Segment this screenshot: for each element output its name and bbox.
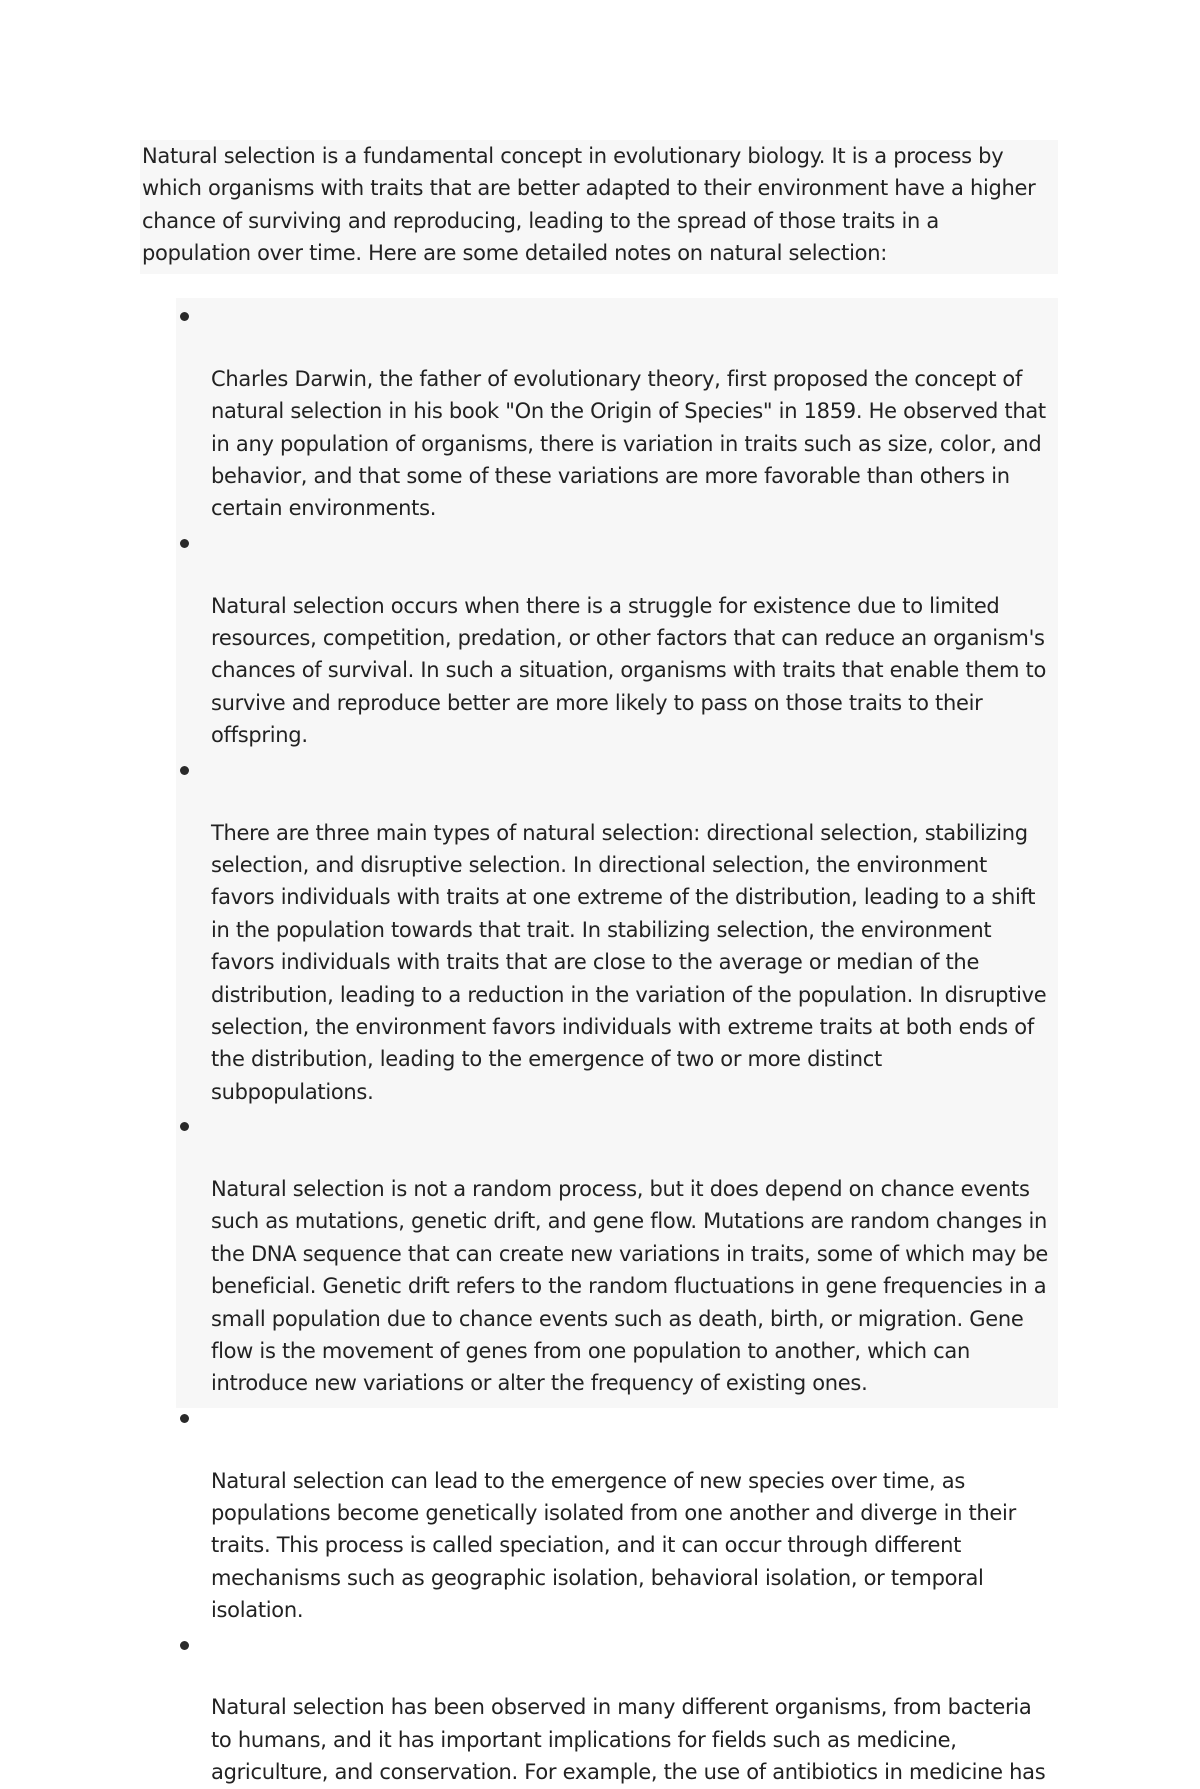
note-item-types [176,752,1058,1108]
note-text: Natural selection is not a random process, but it does depend on chance events such as mutations, genetic drift, and gene flow. Mutations are random changes in the DNA sequence that can create new variations in traits, some of which may be beneficial. Genetic drift refers to the random fluctuations in gene frequencies in a small population due to chance events such as death, birth, or migration. Gene flow is the movement of genes from one population to another, which can introduce new variations or alter the frequency of existing ones. [211,1176,1049,1396]
note-text: Natural selection occurs when there is a struggle for existence due to limited resources, competition, predation, or other factors that can reduce an organism's chances of survival. In such a situation, organisms with traits that enable them to survive and reproduce better are more likely to pass on those traits to their offspring. [211,593,1047,748]
note-item-chance [176,1108,1058,1400]
note-text: Charles Darwin, the father of evolutionary theory, first proposed the concept of natural selection in his book "On the Origin of Species" in 1859. He observed that in any population of organisms, there is variation in traits such as size, color, and behavior, and that some of these variations are more favorable than others in certain environments. [211,366,1046,521]
note-text: Natural selection can lead to the emergence of new species over time, as populations become genetically isolated from one another and diverge in their traits. This process is called speciation, and it can occur through different mechanisms such as geographic isolation, behavioral isolation, or temporal isolation. [211,1468,1016,1623]
intro-paragraph-block [140,140,1058,274]
notes-list [176,298,1058,1789]
note-item-darwin [176,298,1058,525]
intro-paragraph: Natural selection is a fundamental concept in evolutionary biology. It is a process by which organisms with traits that are better adapted to their environment have a higher chance of surviving and reproducing, leading to the spread of those traits in a population over time. Here are some detailed notes on natural selection: [142,144,1036,266]
note-item-observed [176,1627,1058,1789]
notes-list-block [176,298,1058,1785]
note-item-speciation [176,1400,1058,1627]
bullet-icon [180,1122,189,1131]
bullet-icon [180,312,189,321]
note-text: There are three main types of natural selection: directional selection, stabilizing selection, and disruptive selection. In directional selection, the environment favors individuals with traits at one extreme of the distribution, leading to a shift in the population towards that trait. In stabilizing selection, the environment favors individuals with traits that are close to the average or median of the distribution, leading to a reduction in the variation of the population. In disruptive selection, the environment favors individuals with extreme traits at both ends of the distribution, leading to the emergence of two or more distinct subpopulations. [211,820,1047,1104]
bullet-icon [180,539,189,548]
bullet-icon [180,766,189,775]
note-item-struggle [176,525,1058,752]
note-text: Natural selection has been observed in many different organisms, from bacteria to humans, and it has important implications for fields such as medicine, agriculture, and conservation. For example, the use of antibiotics in medicine has [211,1695,1046,1785]
bullet-icon [180,1641,189,1650]
bullet-icon [180,1414,189,1423]
